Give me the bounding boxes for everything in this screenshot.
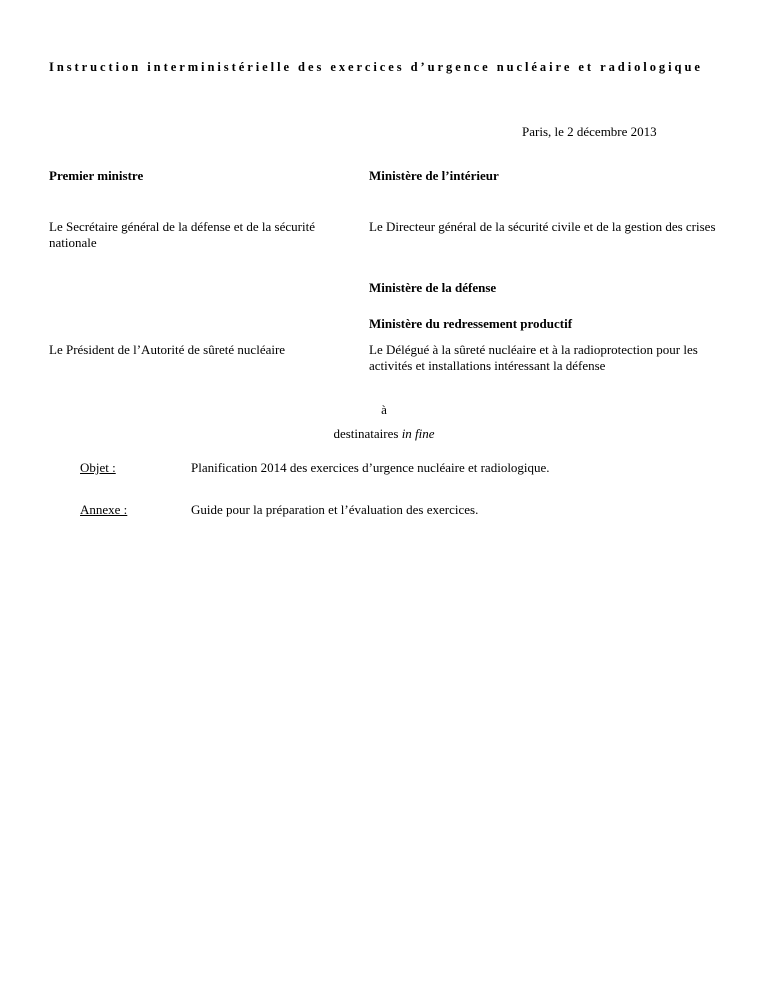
annexe-text: Guide pour la préparation et l’évaluation des exercices. — [191, 502, 479, 517]
recipient-line — [0, 426, 768, 442]
sender-heading-ministere-defense: Ministère de la défense — [369, 280, 497, 295]
sender-asn: Le Président de l’Autorité de sûreté nucléaire — [49, 342, 286, 357]
sender-dgscgc: Le Directeur général de la sécurité civile et de la gestion des crises — [369, 219, 716, 234]
recipient-to: à — [381, 402, 387, 417]
objet-label: Objet : — [80, 460, 116, 475]
sender-heading-ministere-interieur: Ministère de l’intérieur — [369, 168, 499, 183]
recipient-prefix: destinataires — [333, 426, 402, 441]
annexe-label: Annexe : — [80, 502, 128, 517]
sender-heading-ministere-redressement: Ministère du redressement productif — [369, 316, 573, 331]
recipient-in-fine: in fine — [401, 426, 435, 441]
sender-heading-premier-ministre: Premier ministre — [49, 168, 144, 183]
sender-dsnd: Le Délégué à la sûreté nucléaire et à la radioprotection pour les activités et installations intéressant la défense — [369, 342, 698, 373]
objet-text: Planification 2014 des exercices d’urgence nucléaire et radiologique. — [191, 460, 550, 475]
document-date: Paris, le 2 décembre 2013 — [522, 124, 657, 139]
sender-sgdsn: Le Secrétaire général de la défense et de la sécurité nationale — [49, 219, 315, 250]
document-header-title: Instruction interministérielle des exercices d’urgence nucléaire et radiologique — [49, 60, 703, 74]
